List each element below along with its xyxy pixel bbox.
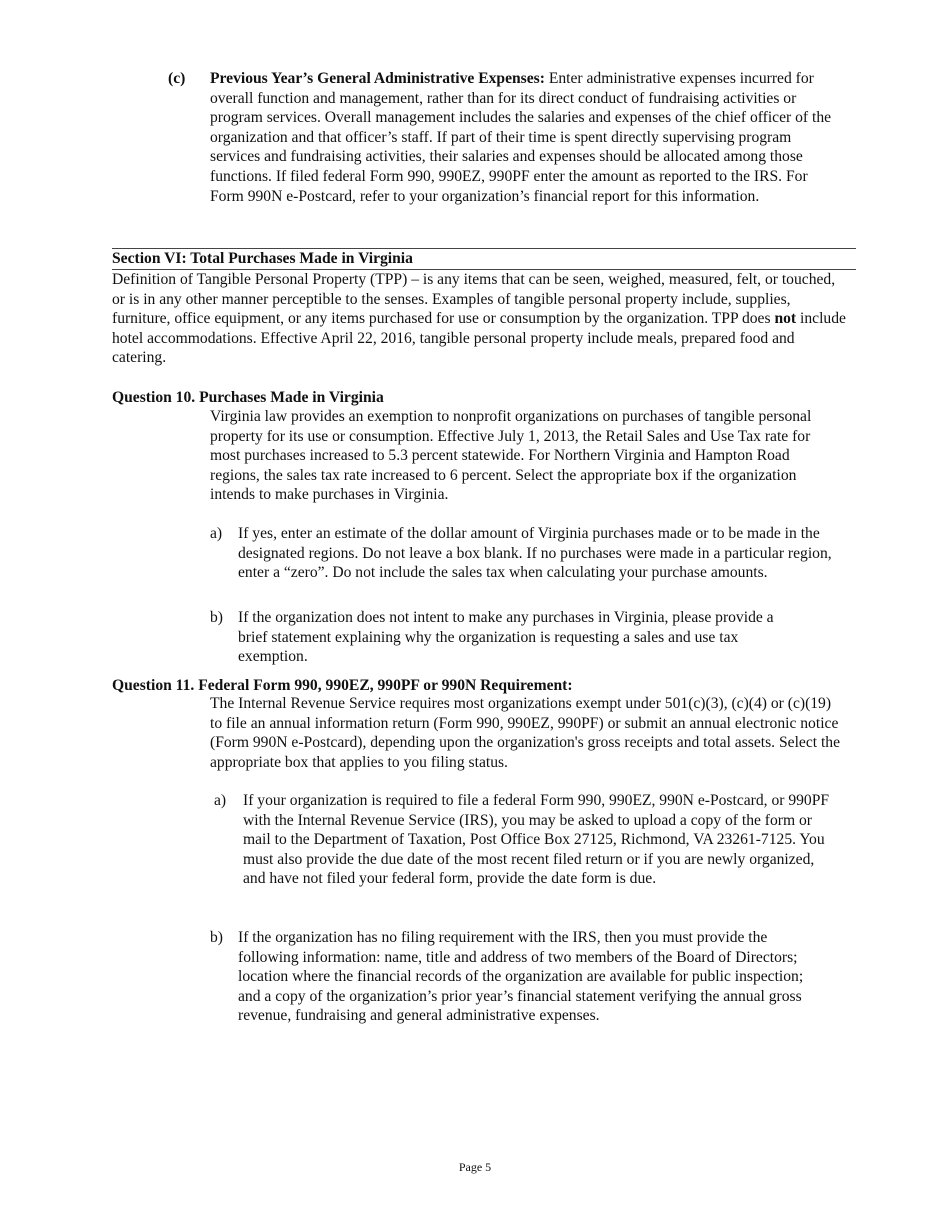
tpp-definition [112, 270, 850, 368]
q11-b-marker: b) [210, 929, 223, 946]
item-c-heading: Previous Year’s General Administrative Expenses: [210, 70, 545, 87]
page-number: Page 5 [458, 1160, 492, 1174]
q10-a-text: If yes, enter an estimate of the dollar amount of Virginia purchases made or to be made in the designated regions. Do not leave a box blank. If no purchases were made in a particular region, enter a “zero”. Do not include the sales tax when calculating your purchase amounts. [238, 525, 832, 582]
q11-intro: The Internal Revenue Service requires most organizations exempt under 501(c)(3), (c)(4) or (c)(19) to file an annual information return (Form 990, 990EZ, 990PF) or submit an annual electronic notice (Form 990N e-Postcard), depending upon the organization's gross receipts and total assets. Select the appropriate box that applies to you filing status. [210, 695, 841, 771]
tpp-def-part1: Definition of Tangible Personal Property (TPP) – is any items that can be seen, weighed, measured, felt, or touched, or is in any other manner perceptible to the senses. Examples of tangible personal property include, supplies, furniture, office equipment, or any items purchased for use or consumption by the organization. TPP does [112, 271, 836, 328]
item-c-paragraph [210, 69, 838, 206]
item-c-marker: (c) [168, 70, 186, 87]
tpp-def-part2: include hotel accommodations. Effective April 22, 2016, tangible personal property include meals, prepared food and catering. [112, 310, 846, 367]
q10-intro: Virginia law provides an exemption to nonprofit organizations on purchases of tangible personal property for its use or consumption. Effective July 1, 2013, the Retail Sales and Use Tax rate for most purchases increased to 5.3 percent statewide. For Northern Virginia and Hampton Road regions, the sales tax rate increased to 6 percent. Select the appropriate box if the organization intends to make purchases in Virginia. [210, 408, 812, 504]
q11-a-text: If your organization is required to file a federal Form 990, 990EZ, 990N e-Postcard, or 990PF with the Internal Revenue Service (IRS), you may be asked to upload a copy of the form or mail to the Department of Taxation, Post Office Box 27125, Richmond, VA 23261-7125. You must also provide the due date of the most recent filed return or if you are newly organized, and have not filed your federal form, provide the date form is due. [243, 792, 830, 888]
q10-heading: Question 10. Purchases Made in Virginia [112, 389, 384, 406]
q11-a-marker: a) [214, 792, 227, 809]
q10-a-marker: a) [210, 525, 223, 542]
tpp-def-bold: not [774, 310, 797, 328]
q11-b-text: If the organization has no filing requirement with the IRS, then you must provide the following information: name, title and address of two members of the Board of Directors; location where the financial records of the organization are available for public inspection; and a copy of the organization’s prior year’s financial statement verifying the annual gross revenue, fundraising and general administrative expenses. [238, 929, 804, 1025]
q10-b-text: If the organization does not intent to make any purchases in Virginia, please provide a brief statement explaining why the organization is requesting a sales and use tax exemption. [238, 609, 774, 666]
q10-b-marker: b) [210, 609, 223, 626]
item-c-text: Enter administrative expenses incurred for overall function and management, rather than for its direct conduct of fundraising activities or program services. Overall management includes the salaries and expenses of the chief officer of the organization and that officer’s staff. If part of their time is spent directly supervising program services and fundraising activities, their salaries and expenses should be allocated among those functions. If filed federal Form 990, 990EZ, 990PF enter the amount as reported to the IRS. For Form 990N e-Postcard, refer to your organization’s financial report for this information. [210, 70, 832, 205]
section6-title: Section VI: Total Purchases Made in Virginia [112, 250, 413, 267]
q11-heading: Question 11. Federal Form 990, 990EZ, 990PF or 990N Requirement: [112, 677, 573, 694]
